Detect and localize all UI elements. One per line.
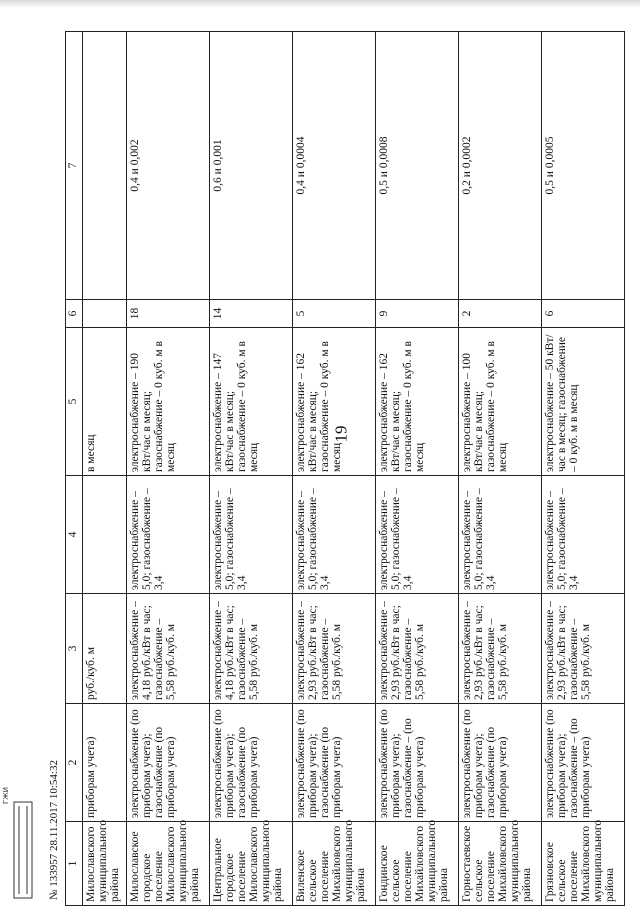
cell-utilities: электроснабжение (по приборам учета); газоснабжение (по приборам учета) — [127, 704, 210, 822]
cell-municipality: Виленское сельское поселение Михайловского муниципального района — [293, 822, 376, 906]
cell-consumption: электроснабжение – 162 кВт/час в месяц; газоснабжение – 0 куб. м в месяц — [293, 328, 376, 476]
cell-tariff: электроснабжение – 4,18 руб./кВт в час; газоснабжение – 5,58 руб./куб. м — [127, 594, 210, 704]
cell-municipality: Гондинское сельское поселение Михайловского муниципального района — [376, 822, 459, 906]
header-col-6: 6 — [66, 300, 83, 328]
cell-tariff: электроснабжение – 2,93 руб./кВт в час; газоснабжение – 5,58 руб./куб. м — [293, 594, 376, 704]
cell-multiplier: электроснабжение – 5,0; газоснабжение – 3,4 — [459, 476, 542, 594]
tariff-table — [65, 31, 625, 906]
cell-municipality: Центральное городское поселение Милославского муниципального района — [210, 822, 293, 906]
cell-utilities: электроснабжение (по приборам учета); газоснабжение (по приборам учета) — [293, 704, 376, 822]
cell-multiplier: электроснабжение – 5,0; газоснабжение – 3,4 — [376, 476, 459, 594]
cell-count: 6 — [542, 300, 625, 328]
table-container — [65, 32, 625, 906]
cell-consumption: электроснабжение – 147 кВт/час в месяц; газоснабжение – 0 куб. м в месяц — [210, 328, 293, 476]
table-rotated — [65, 32, 625, 906]
cell-count: 14 — [210, 300, 293, 328]
cell-count: 2 — [459, 300, 542, 328]
cell-utilities: приборам учета) — [83, 704, 127, 822]
cell-count: 5 — [293, 300, 376, 328]
cell-tariff: электроснабжение – 2,93 руб./кВт в час; газоснабжение – 5,58 руб./куб. м — [459, 594, 542, 704]
header-col-1: 1 — [66, 822, 83, 906]
cell-share: 0,4 и 0,0004 — [293, 32, 376, 300]
cell-municipality: Милославского муниципального района — [83, 822, 127, 906]
cell-tariff: электроснабжение – 4,18 руб./кВт в час; газоснабжение – 5,58 руб./куб. м — [210, 594, 293, 704]
cell-utilities: электроснабжение (по приборам учета); газоснабжение (по приборам учета) — [459, 704, 542, 822]
header-col-3: 3 — [66, 594, 83, 704]
cell-municipality: Горностаевское сельское поселение Михайловского муниципального района — [459, 822, 542, 906]
cell-share: 0,6 и 0,001 — [210, 32, 293, 300]
cell-consumption: в месяц — [83, 328, 127, 476]
header-col-2: 2 — [66, 704, 83, 822]
table-row — [376, 32, 459, 906]
cell-share: 0,2 и 0,0002 — [459, 32, 542, 300]
table-row — [83, 32, 127, 906]
svg-text:ГЖИ: ГЖИ — [2, 786, 10, 804]
header-col-5: 5 — [66, 328, 83, 476]
cell-multiplier: электроснабжение – 5,0; газоснабжение – 3,4 — [210, 476, 293, 594]
cell-municipality: Милославское городское поселение Милославского муниципального района — [127, 822, 210, 906]
cell-share — [83, 32, 127, 300]
cell-multiplier: электроснабжение – 5,0; газоснабжение – 3,4 — [293, 476, 376, 594]
cell-multiplier: электроснабжение – 5,0; газоснабжение – 3,4 — [127, 476, 210, 594]
cell-consumption: электроснабжение – 190 кВт/час в месяц; газоснабжение – 0 куб. м в месяц — [127, 328, 210, 476]
cell-consumption: электроснабжение – 162 кВт/час в месяц; газоснабжение – 0 куб. м в месяц — [376, 328, 459, 476]
cell-consumption: электроснабжение – 100 кВт/час в месяц; газоснабжение – 0 куб. м в месяц — [459, 328, 542, 476]
registration-number: № 133957 28.11.2017 10:54:32 — [48, 760, 60, 900]
header-col-7: 7 — [66, 32, 83, 300]
cell-tariff: электроснабжение – 2,93 руб./кВт в час; газоснабжение – 5,58 руб./куб. м — [376, 594, 459, 704]
table-row — [459, 32, 542, 906]
cell-consumption: электроснабжение – 50 кВт/час в месяц; газоснабжение – 0 куб. м в месяц — [542, 328, 625, 476]
registration-stamp — [48, 540, 70, 900]
table-row — [127, 32, 210, 906]
cell-tariff: руб./куб. м — [83, 594, 127, 704]
document-logo — [2, 740, 46, 900]
cell-utilities: электроснабжение (по приборам учета); газоснабжение – (по приборам учета) — [542, 704, 625, 822]
cell-tariff: электроснабжение – 2,93 руб./кВт в час; газоснабжение – 5,58 руб./куб. м — [542, 594, 625, 704]
table-row — [210, 32, 293, 906]
cell-count: 18 — [127, 300, 210, 328]
cell-municipality: Грязновское сельское поселение Михайловского муниципального района — [542, 822, 625, 906]
cell-count: 9 — [376, 300, 459, 328]
cell-share: 0,4 и 0,002 — [127, 32, 210, 300]
table-row — [542, 32, 625, 906]
cell-multiplier — [83, 476, 127, 594]
header-col-4: 4 — [66, 476, 83, 594]
cell-multiplier: электроснабжение – 5,0; газоснабжение – 3,4 — [542, 476, 625, 594]
cell-share: 0,5 и 0,0008 — [376, 32, 459, 300]
scan-edge — [0, 0, 640, 8]
page-number: 19 — [331, 425, 351, 443]
cell-utilities: электроснабжение (по приборам учета); газоснабжение (по приборам учета) — [210, 704, 293, 822]
cell-share: 0,5 и 0,0005 — [542, 32, 625, 300]
cell-utilities: электроснабжение (по приборам учета); газоснабжение – (по приборам учета) — [376, 704, 459, 822]
table-row — [293, 32, 376, 906]
cell-count — [83, 300, 127, 328]
